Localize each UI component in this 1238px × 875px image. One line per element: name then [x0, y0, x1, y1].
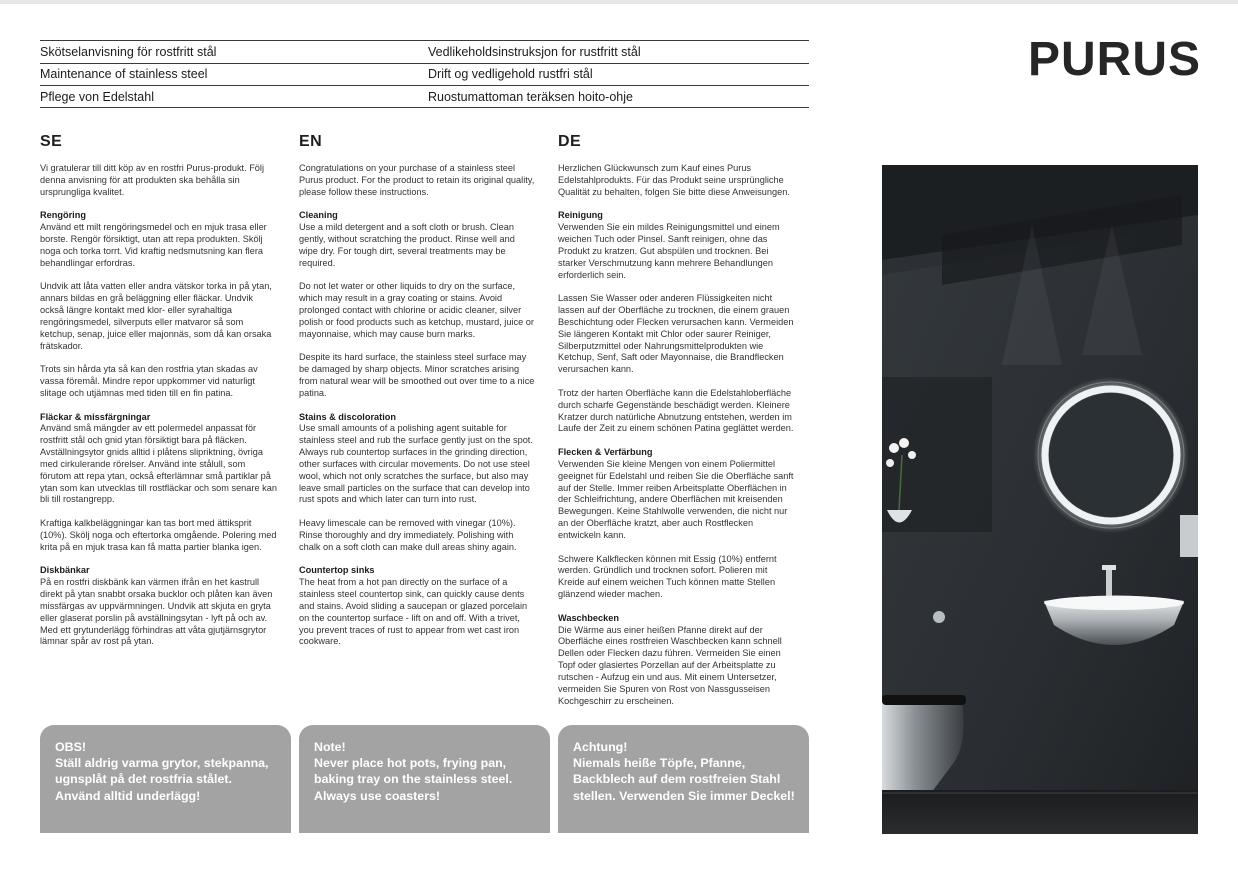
title-right: Vedlikeholdsinstruksjon for rustfritt stål [428, 44, 641, 59]
section-heading-cleaning: Reinigung [558, 210, 603, 221]
section-heading-cleaning: Rengöring [40, 210, 86, 221]
section-heading-stains: Stains & discoloration [299, 411, 396, 422]
warning-note [299, 725, 550, 833]
warning-note [558, 725, 809, 833]
title-row [40, 85, 809, 108]
cleaning-text: Använd ett milt rengöringsmedel och en mjuk trasa eller borste. Rengör försiktigt, utan att repa produkten. Skölj noga och torka torrt. Vid kraftig nedsmutsning kan flera behandlingar erfordras. [40, 222, 267, 268]
note-text: OBS! Ställ aldrig varma grytor, stekpanna, ugnsplåt på det rostfria stålet. Använd alltid underlägg! [55, 740, 269, 803]
section-heading-sinks: Diskbänkar [40, 565, 90, 576]
cleaning-text: Use a mild detergent and a soft cloth or brush. Clean gently, without scratching the product. Rinse well and wipe dry. For tough dirt, several treatments may be required. [299, 222, 515, 268]
title-table [40, 40, 809, 108]
intro-text: Congratulations on your purchase of a stainless steel Purus product. For the product to retain its original quality, please follow these instructions. [299, 163, 535, 197]
section-heading-sinks: Countertop sinks [299, 565, 375, 576]
warning-note [40, 725, 291, 833]
note-text: Note! Never place hot pots, frying pan, baking tray on the stainless steel. Always use coasters! [314, 740, 513, 803]
purus-logo: PURUS [1028, 33, 1202, 86]
section-heading-cleaning: Cleaning [299, 210, 338, 221]
intro-text: Herzlichen Glückwunsch zum Kauf eines Purus Edelstahlprodukts. Für das Produkt seine ursprüngliche Qualität zu behalten, folgen Sie bitte diese Anweisungen. [558, 163, 790, 197]
stains-text: Use small amounts of a polishing agent suitable for stainless steel and rub the surface gently just on the spot. Always rub countertop surfaces in the grinding direction, other surfaces with circular movements. Do not use steel wool, which not only scratches the surface, but also may leave small particles on the surface that can develop into rust spots and which later can turn into rust. [299, 423, 533, 505]
stains-text: Heavy limescale can be removed with vinegar (10%). Rinse thoroughly and dry immediately. Polishing with chalk on a soft cloth can make dull areas shiny again. [299, 518, 517, 552]
cleaning-text: Lassen Sie Wasser oder anderen Flüssigkeiten nicht lassen auf der Oberfläche zu trocknen, die einem grauen Beschichtung oder Flecken verursachen kann. Vermeiden Sie längeren Kontakt mit Chlor oder saurer Reiniger, Silberputzmittel oder Nahrungsmittelprodukten wie Ketchup, Senf, Saft oder Mayonnaise, die Brandflecken verursachen kann. [558, 293, 794, 375]
title-left: Pflege von Edelstahl [40, 89, 154, 104]
column-en [299, 131, 536, 660]
stains-text: Kraftiga kalkbeläggningar kan tas bort med ättiksprit (10%). Skölj noga och eftertorka omgående. Polering med krita på en mjuk trasa kan få matta partier blanka igen. [40, 518, 277, 552]
title-left: Maintenance of stainless steel [40, 67, 208, 82]
column-se [40, 131, 277, 660]
top-border [0, 0, 1238, 4]
sinks-text: På en rostfri diskbänk kan värmen ifrån en het kastrull direkt på ytan snabbt orsaka bucklor och plåten kan även missfärgas av uppvärmningen. Undvik att skjuta en gryta eller glaserat porslin på avställningsytan - lyft på och av. Med ett grytunderlägg förhindras att våta gjutjärnsgrytor lämnar spår av rost på ytan. [40, 577, 273, 647]
cleaning-text: Undvik att låta vatten eller andra vätskor torka in på ytan, annars bildas en grå beläggning eller fläckar. Undvik också längre kontakt med klor- eller syrahaltiga rengöringsmedel, silverputs eller matvaror så som ketchup, senap, juice eller majonnäs, som då kan orsaka frätskador. [40, 281, 272, 351]
stains-text: Schwere Kalkflecken können mit Essig (10%) entfernt werden. Gründlich und trocknen sofort. Polieren mit Kreide auf einem weichen Tuch können matte Stellen glänzend wieder machen. [558, 553, 777, 600]
bathroom-photo-icon [882, 165, 1198, 834]
cleaning-text: Trotz der harten Oberfläche kann die Edelstahloberfläche durch scharfe Gegenstände beschädigt werden. Kleinere Kratzer durch natürliche Abnutzung entstehen, werden im Laufe der Zeit zu einem schönen Patina geglättet werden. [558, 387, 794, 434]
section-heading-sinks: Waschbecken [558, 612, 619, 623]
sinks-text: Die Wärme aus einer heißen Pfanne direkt auf der Oberfläche eines rostfreien Waschbecken kann schnell Dellen oder Flecken dazu führen. Vermeiden Sie einen Topf oder glasiertes Porzellan auf der Arbeitsplatte zu rutschen - Aufzug ein und aus. Mit einem Untersetzer, vermeiden Sie Spuren von Rost von Nassgusseisen Kochgeschirr zu erscheinen. [558, 624, 782, 706]
note-text: Achtung! Niemals heiße Töpfe, Pfanne, Backblech auf dem rostfreien Stahl stellen. Verwenden Sie immer Deckel! [573, 740, 795, 803]
title-row [40, 63, 809, 86]
language-code: DE [558, 133, 582, 150]
column-de [558, 131, 795, 719]
sinks-text: The heat from a hot pan directly on the surface of a stainless steel countertop sink, can quickly cause dents and stains. Avoid sliding a saucepan or glazed porcelain on the countertop surface - lift on and off. With a trivet, you prevent traces of rust to appear from wet cast iron cookware. [299, 577, 528, 647]
title-right: Drift og vedligehold rustfri stål [428, 67, 593, 82]
language-code: EN [299, 133, 323, 150]
language-code: SE [40, 133, 63, 150]
section-heading-stains: Fläckar & missfärgningar [40, 411, 151, 422]
title-left: Skötselanvisning för rostfritt stål [40, 44, 217, 59]
cleaning-text: Verwenden Sie ein mildes Reinigungsmittel und einem weichen Tuch oder Pinsel. Sanft reinigen, ohne das Produkt zu kratzen. Gut abspülen und trocknen. Bei starker Verschmutzung kann mehrere Behandlungen erforderlich sein. [558, 222, 780, 280]
stains-text: Verwenden Sie kleine Mengen von einem Poliermittel geeignet für Edelstahl und reiben Sie die Oberfläche sanft auf der Stelle. Immer reiben Arbeitsplatte Oberflächen in der Schleifrichtung, andere Oberflächen mit kreisenden Bewegungen. Keine Stahlwolle verwenden, die nicht nur an der Oberfläche kratzt, aber auch Rostflecken entwickeln kann. [558, 458, 794, 540]
section-heading-stains: Flecken & Verfärbung [558, 447, 653, 458]
stains-text: Använd små mängder av ett polermedel anpassat för rostfritt stål och gnid ytan försiktigt bara på fläcken. Avställningsytor gnids alltid i plåtens slipriktning, övriga med cirkulerande rörelser. Använd inte stålull, som förutom att repa ytan, också efterlämnar små partiklar på ytan som kan utvecklas till rostfläckar och som senare kan bli till rostangrepp. [40, 423, 277, 505]
title-right: Ruostumattoman teräksen hoito-ohje [428, 89, 633, 104]
cleaning-text: Despite its hard surface, the stainless steel surface may be damaged by sharp objects. Minor scratches arising from natural wear will be smoothed out over time to a nice patina. [299, 352, 535, 398]
title-row [40, 40, 809, 63]
bathroom-scene-icon [882, 165, 1198, 834]
cleaning-text: Do not let water or other liquids to dry on the surface, which may result in a gray coating or stains. Avoid prolonged contact with chlorine or acidic cleaner, silver polish or food products such as ketchup, mustard, juice or mayonnaise, which may cause burn marks. [299, 281, 534, 339]
intro-text: Vi gratulerar till ditt köp av en rostfri Purus-produkt. Följ denna anvisning för att produkten ska behålla sin ursprungliga kvalitet. [40, 163, 264, 197]
cleaning-text: Trots sin hårda yta så kan den rostfria ytan skadas av vassa föremål. Mindre repor uppkommer vid naturligt slitage och utjämnas med tiden till en fin patina. [40, 364, 258, 398]
